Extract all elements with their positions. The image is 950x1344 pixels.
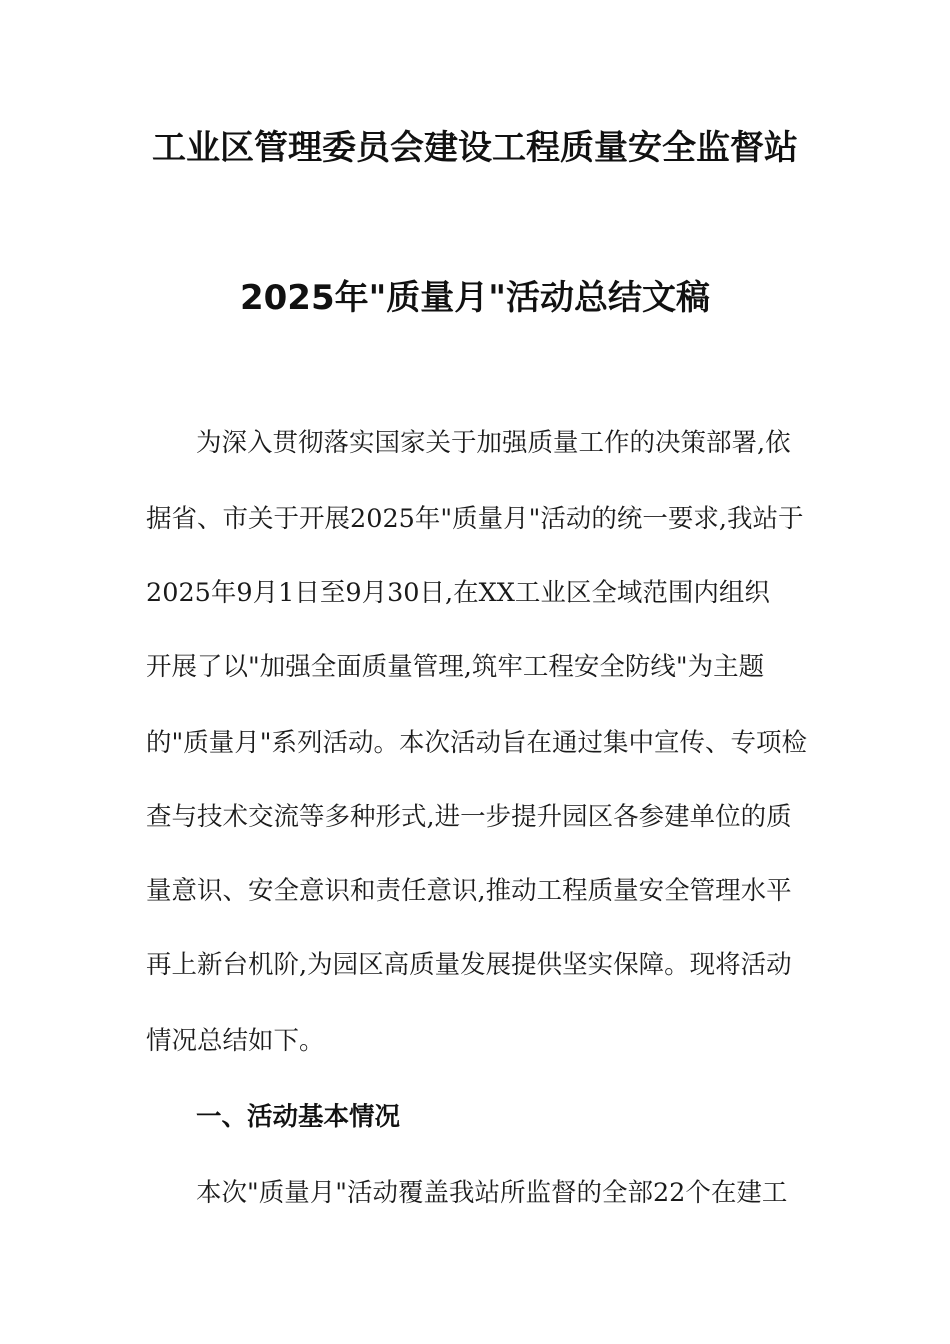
paragraph-line: 本次"质量月"活动覆盖我站所监督的全部22个在建工: [196, 1178, 788, 1208]
document-title-line-2: 2025年"质量月"活动总结文稿: [239, 278, 711, 318]
section-heading: 一、活动基本情况: [196, 1102, 401, 1132]
paragraph-line: 开展了以"加强全面质量管理,筑牢工程安全防线"为主题: [146, 652, 765, 682]
paragraph-line: 为深入贯彻落实国家关于加强质量工作的决策部署,依: [196, 428, 791, 458]
document-title-line-1: 工业区管理委员会建设工程质量安全监督站: [152, 128, 798, 168]
paragraph-line: 2025年9月1日至9月30日,在XX工业区全域范围内组织: [146, 578, 770, 608]
paragraph-line: 据省、市关于开展2025年"质量月"活动的统一要求,我站于: [146, 504, 804, 534]
paragraph-line: 的"质量月"系列活动。本次活动旨在通过集中宣传、专项检: [146, 728, 807, 758]
paragraph-line: 量意识、安全意识和责任意识,推动工程质量安全管理水平: [146, 876, 792, 906]
paragraph-line: 再上新台机阶,为园区高质量发展提供坚实保障。现将活动: [146, 950, 792, 980]
paragraph-line: 情况总结如下。: [146, 1026, 325, 1056]
paragraph-line: 查与技术交流等多种形式,进一步提升园区各参建单位的质: [146, 802, 792, 832]
